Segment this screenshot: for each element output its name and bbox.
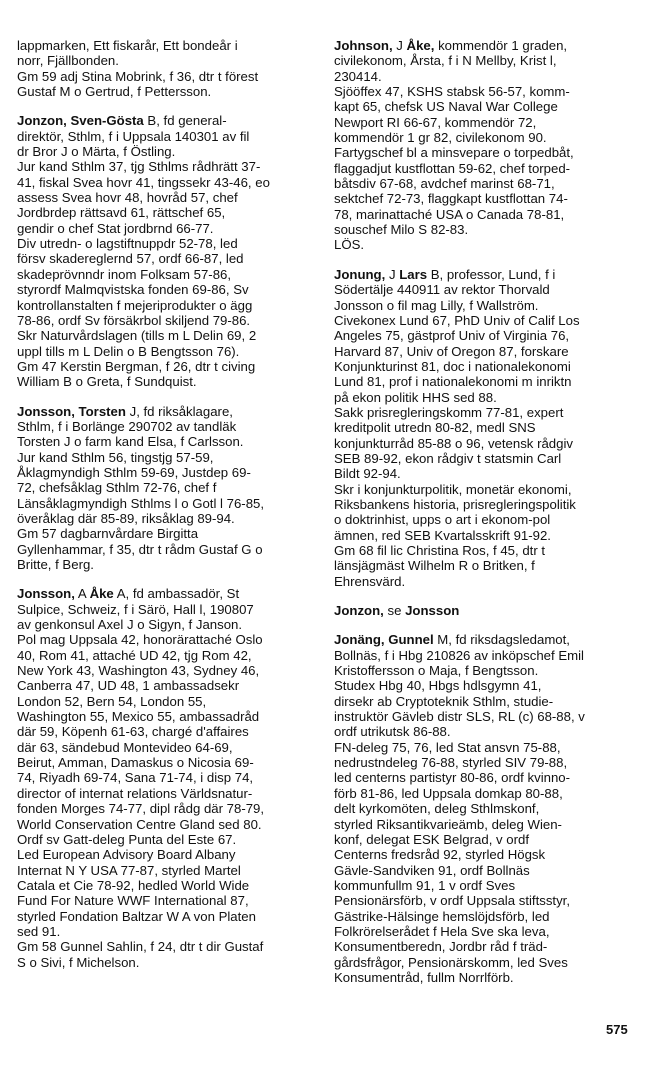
entry-text: J, fd riksåklagare,	[125, 403, 233, 419]
entry-line	[334, 466, 652, 481]
entry-line	[17, 53, 317, 68]
entry-line	[17, 69, 317, 84]
biography-entry	[17, 38, 317, 99]
entry-line	[17, 374, 317, 389]
right-column	[334, 38, 652, 999]
entry-text: styrled Riksantikvarieämb, deleg Wien-	[334, 816, 562, 832]
entry-line	[17, 251, 317, 266]
entry-surname: Jonzon,	[334, 603, 384, 619]
entry-surname: Jonzon, Sven-Gösta	[17, 113, 144, 129]
entry-line	[17, 84, 317, 99]
entry-line	[334, 161, 652, 176]
entry-line	[17, 863, 317, 878]
entry-text: styrordf Malmqvistska fonden 69-86, Sv	[17, 282, 249, 298]
entry-line	[334, 755, 652, 770]
entry-text: ordf utrikutsk 86-88.	[334, 724, 451, 740]
entry-text: led centerns partistyr 80-86, ordf kvinno-	[334, 770, 571, 786]
biography-entry	[17, 404, 317, 573]
entry-surname: Jonsson,	[17, 586, 75, 602]
entry-text: SEB 89-92, ekon rådgiv t statsmin Carl	[334, 450, 562, 466]
entry-text: uppl tills m L Delin o B Bengtsson 76).	[17, 343, 240, 359]
biography-entry	[17, 113, 317, 389]
entry-text: Washington 55, Mexico 55, ambassadråd	[17, 709, 260, 725]
entry-line	[334, 847, 652, 862]
entry-line	[334, 724, 652, 739]
entry-text: Pensionärsförb, v ordf Uppsala stiftsstyr,	[334, 893, 571, 909]
entry-text: Civekonex Lund 67, PhD Univ of Calif Los	[334, 312, 580, 328]
entry-text: A	[74, 586, 90, 602]
entry-text: skadeprövnndr inom Folksam 57-86,	[17, 266, 232, 282]
entry-line	[334, 115, 652, 130]
entry-text: se	[383, 603, 406, 619]
entry-line	[17, 236, 317, 251]
entry-line	[334, 924, 652, 939]
entry-line	[17, 450, 317, 465]
entry-line	[17, 511, 317, 526]
entry-line	[17, 724, 317, 739]
entry-line	[334, 970, 652, 985]
entry-line	[17, 221, 317, 236]
entry-line	[17, 526, 317, 541]
entry-line	[334, 694, 652, 709]
entry-line	[334, 709, 652, 724]
entry-line	[17, 632, 317, 647]
entry-text: assess Svea hovr 48, hovråd 57, chef	[17, 190, 238, 206]
entry-text: dirsekr ab Cryptoteknik Sthlm, studie-	[334, 693, 554, 709]
entry-line	[334, 359, 652, 374]
entry-text: Harvard 87, Univ of Oregon 87, forskare	[334, 343, 569, 359]
entry-line	[17, 909, 317, 924]
entry-line	[17, 113, 317, 128]
entry-line	[17, 496, 317, 511]
entry-line	[17, 648, 317, 663]
entry-text: civilekonom, Årsta, f i N Mellby, Krist l,	[334, 53, 557, 69]
entry-line	[17, 175, 317, 190]
entry-line	[334, 603, 652, 618]
entry-line	[334, 130, 652, 145]
entry-text: Gm 57 dagbarnvårdare Birgitta	[17, 526, 199, 542]
entry-text: London 52, Bern 54, London 55,	[17, 693, 207, 709]
entry-text: Gm 58 Gunnel Sahlin, f 24, dtr t dir Gustaf	[17, 939, 264, 955]
entry-text: sektchef 72-73, flaggkapt kustflottan 74-	[334, 191, 568, 207]
entry-line	[17, 404, 317, 419]
entry-line	[334, 817, 652, 832]
entry-text: konjunkturråd 85-88 o 96, vetensk rådgiv	[334, 435, 573, 451]
entry-line	[17, 419, 317, 434]
entry-line	[17, 313, 317, 328]
entry-text: Jordbrdep rättsavd 61, rättschef 65,	[17, 205, 226, 221]
entry-line	[17, 663, 317, 678]
entry-text: Gävle-Sandviken 91, ordf Bollnäs	[334, 862, 530, 878]
entry-line	[17, 847, 317, 862]
entry-text: där 63, sändebud Montevideo 64-69,	[17, 739, 233, 755]
entry-text: Catala et Cie 78-92, hedled World Wide	[17, 877, 250, 893]
entry-text: Pol mag Uppsala 42, honorärattaché Oslo	[17, 632, 263, 648]
entry-text: Konsumentberedn, Jordbr råd f träd-	[334, 939, 548, 955]
entry-text: J	[392, 38, 407, 53]
entry-text: Jonsson o fil mag Lilly, f Wallström.	[334, 297, 539, 313]
entry-line	[17, 282, 317, 297]
entry-text: fonden Morges 74-77, dipl rådg där 78-79,	[17, 801, 265, 817]
entry-line	[17, 617, 317, 632]
entry-line	[334, 863, 652, 878]
entry-line	[334, 38, 652, 53]
entry-text: där 59, Köpenh 61-63, chargé d'affaires	[17, 724, 249, 740]
biography-entry	[334, 38, 652, 253]
entry-text: av genkonsul Axel J o Sigyn, f Janson.	[17, 617, 243, 633]
entry-text: Led European Advisory Board Albany	[17, 847, 236, 863]
entry-text: Div utredn- o lagstiftnuppdr 52-78, led	[17, 236, 238, 252]
entry-surname: Jonäng, Gunnel	[334, 632, 434, 648]
entry-text: Britte, f Berg.	[17, 557, 94, 572]
entry-line	[17, 359, 317, 374]
entry-surname: Jonung,	[334, 266, 386, 282]
entry-text: gendir o chef Stat jordbrnd 66-77.	[17, 220, 214, 236]
entry-text: souschef Milo S 82-83.	[334, 222, 469, 238]
entry-text: Riksbankens historia, prisregleringspolitik	[334, 496, 576, 512]
entry-line	[17, 557, 317, 572]
entry-line	[334, 222, 652, 237]
entry-text: Newport RI 66-67, kommendör 72,	[334, 114, 537, 130]
entry-line	[17, 678, 317, 693]
entry-text: Gästrike-Hälsinge hemslöjdsförb, led	[334, 908, 550, 924]
biography-entry	[334, 267, 652, 589]
entry-line	[334, 528, 652, 543]
entry-text: Konjunkturinst 81, doc i nationalekonomi	[334, 358, 571, 374]
entry-text: Skr Naturvårdslagen (tills m L Delin 69, 2	[17, 328, 257, 344]
entry-line	[17, 709, 317, 724]
entry-line	[17, 144, 317, 159]
entry-text: 74, Riyadh 69-74, Sana 71-74, i disp 74,	[17, 770, 254, 786]
entry-line	[334, 84, 652, 99]
entry-line	[17, 878, 317, 893]
entry-text: försv skadereglernd 57, ordf 66-87, led	[17, 251, 244, 267]
entry-given-name: Lars	[399, 266, 428, 282]
entry-line	[17, 770, 317, 785]
entry-text: Angeles 75, gästprof Univ of Virginia 76,	[334, 328, 570, 344]
entry-line	[334, 574, 652, 589]
entry-line	[334, 878, 652, 893]
entry-text: Sthlm, f i Borlänge 290702 av tandläk	[17, 418, 237, 434]
entry-line	[334, 420, 652, 435]
entry-text: Bollnäs, f i Hbg 210826 av inköpschef Emil	[334, 647, 584, 663]
entry-line	[17, 602, 317, 617]
entry-text: Internat N Y USA 77-87, styrled Martel	[17, 862, 241, 878]
entry-text: Gustaf M o Gertrud, f Pettersson.	[17, 84, 212, 100]
entry-line	[17, 159, 317, 174]
entry-text: norr, Fjällbonden.	[17, 53, 119, 69]
entry-text: länsjägmäst Wilhelm R o Britken, f	[334, 558, 535, 574]
entry-line	[17, 740, 317, 755]
entry-line	[334, 191, 652, 206]
entry-text: kommendör 1 gr 82, civilekonom 90.	[334, 130, 547, 146]
entry-text: Lund 81, prof i nationalekonomi m inriktn	[334, 374, 572, 390]
entry-text: Konsumentråd, fullm Norrlförb.	[334, 969, 514, 985]
entry-line	[334, 786, 652, 801]
entry-line	[17, 465, 317, 480]
entry-text: S o Sivi, f Michelson.	[17, 954, 140, 970]
entry-line	[334, 909, 652, 924]
entry-line	[334, 328, 652, 343]
entry-text: 78-86, ordf Sv försäkrbol skiljend 79-86.	[17, 312, 251, 328]
entry-text: B, professor, Lund, f i	[427, 266, 556, 282]
entry-text: Centerns fredsråd 92, styrled Högsk	[334, 847, 546, 863]
entry-text: B, fd general-	[143, 113, 227, 129]
entry-text: Gm 47 Kerstin Bergman, f 26, dtr t civing	[17, 358, 256, 374]
entry-line	[334, 99, 652, 114]
entry-line	[334, 632, 652, 647]
entry-text: Gyllenhammar, f 35, dtr t rådm Gustaf G o	[17, 541, 263, 557]
entry-line	[17, 190, 317, 205]
entry-text: 230414.	[334, 68, 382, 84]
biography-entry	[17, 586, 317, 970]
entry-text: Studex Hbg 40, Hbgs hdlsgymn 41,	[334, 678, 542, 694]
entry-line	[17, 129, 317, 144]
entry-given-name: Åke,	[406, 38, 435, 53]
entry-text: Fartygschef bl a minsvepare o torpedbåt,	[334, 145, 574, 161]
entry-line	[334, 207, 652, 222]
entry-line	[17, 205, 317, 220]
entry-line	[17, 38, 317, 53]
entry-text: sed 91.	[17, 923, 61, 939]
entry-line	[17, 955, 317, 970]
entry-line	[17, 344, 317, 359]
entry-text: Jur kand Sthlm 56, tingstjg 57-59,	[17, 449, 214, 465]
entry-line	[334, 374, 652, 389]
page-number: 575	[606, 1022, 628, 1037]
entry-text: instruktör Gävleb distr SLS, RL (c) 68-88, v	[334, 709, 585, 725]
entry-text: delt kyrkomöten, deleg Sthlmskonf,	[334, 801, 540, 817]
entry-line	[334, 267, 652, 282]
entry-text: nedrustndeleg 76-88, styrled SIV 79-88,	[334, 755, 568, 771]
entry-line	[334, 145, 652, 160]
entry-text: J	[385, 266, 400, 282]
entry-line	[17, 801, 317, 816]
entry-line	[17, 298, 317, 313]
entry-text: Fund For Nature WWF International 87,	[17, 893, 249, 909]
entry-text: Ordf sv Gatt-deleg Punta del Este 67.	[17, 831, 237, 847]
entry-line	[17, 586, 317, 601]
entry-text: Canberra 47, UD 48, 1 ambassadsekr	[17, 678, 240, 694]
entry-surname: Jonsson, Torsten	[17, 403, 126, 419]
entry-text: lappmarken, Ett fiskarår, Ett bondeår i	[17, 38, 238, 53]
entry-line	[334, 313, 652, 328]
entry-text: kapt 65, chefsk US Naval War College	[334, 99, 558, 115]
entry-text: Folkrörelserådet f Hela Sve ska leva,	[334, 923, 550, 939]
entry-text: o doktrinhist, upps o art i ekonom-pol	[334, 512, 551, 528]
entry-line	[334, 801, 652, 816]
entry-line	[334, 176, 652, 191]
entry-line	[17, 893, 317, 908]
entry-line	[334, 282, 652, 297]
entry-line	[17, 786, 317, 801]
entry-line	[334, 648, 652, 663]
entry-text: 40, Rom 41, attaché UD 42, tjg Rom 42,	[17, 647, 252, 663]
entry-line	[334, 543, 652, 558]
entry-text: Skr i konjunkturpolitik, monetär ekonomi,	[334, 481, 572, 497]
entry-line	[334, 512, 652, 527]
entry-text: kreditpolit utredn 80-82, medl SNS	[334, 420, 536, 436]
entry-text: kommendör 1 graden,	[434, 38, 568, 53]
entry-text: Ehrensvärd.	[334, 573, 406, 589]
left-column	[17, 38, 317, 984]
entry-surname: Johnson,	[334, 38, 393, 53]
entry-line	[334, 390, 652, 405]
entry-text: Södertälje 440911 av rektor Thorvald	[334, 282, 550, 298]
entry-line	[334, 740, 652, 755]
entry-line	[334, 893, 652, 908]
entry-text: förb 81-86, led Uppsala domkap 80-88,	[334, 785, 563, 801]
entry-text: FN-deleg 75, 76, led Stat ansvn 75-88,	[334, 739, 561, 755]
entry-text: LÖS.	[334, 237, 365, 253]
entry-line	[334, 436, 652, 451]
entry-text: Bildt 92-94.	[334, 466, 401, 482]
entry-text: direktör, Sthlm, f i Uppsala 140301 av fil	[17, 128, 250, 144]
entry-line	[334, 939, 652, 954]
entry-line	[334, 298, 652, 313]
entry-text: World Conservation Centre Gland sed 80.	[17, 816, 262, 832]
entry-text: Gm 59 adj Stina Mobrink, f 36, dtr t förest	[17, 68, 259, 84]
entry-line	[334, 53, 652, 68]
entry-text: styrled Fondation Baltzar W A von Platen	[17, 908, 256, 924]
entry-text: Sjööffex 47, KSHS stabsk 56-57, komm-	[334, 84, 570, 100]
entry-text: dr Bror J o Märta, f Östling.	[17, 144, 176, 160]
entry-line	[334, 955, 652, 970]
entry-line	[334, 451, 652, 466]
entry-line	[17, 542, 317, 557]
entry-text: New York 43, Washington 43, Sydney 46,	[17, 663, 260, 679]
entry-line	[17, 924, 317, 939]
entry-line	[334, 678, 652, 693]
entry-line	[334, 770, 652, 785]
entry-line	[17, 694, 317, 709]
entry-text: Åklagmyndigh Sthlm 59-69, Justdep 69-	[17, 464, 251, 480]
entry-text: A, fd ambassadör, St	[113, 586, 240, 602]
entry-text: kommunfullm 91, 1 v ordf Sves	[334, 877, 516, 893]
entry-line	[334, 405, 652, 420]
entry-text: Torsten J o farm kand Elsa, f Carlsson.	[17, 434, 244, 450]
entry-text: William B o Greta, f Sundquist.	[17, 374, 197, 390]
entry-text: M, fd riksdagsledamot,	[433, 632, 570, 648]
entry-given-name: Åke	[89, 586, 114, 602]
entry-text: Gm 68 fil lic Christina Ros, f 45, dtr t	[334, 543, 546, 558]
entry-text: på ekon politik HHS sed 88.	[334, 389, 497, 405]
entry-line	[17, 755, 317, 770]
entry-line	[334, 482, 652, 497]
entry-line	[334, 344, 652, 359]
entry-line	[17, 832, 317, 847]
biography-entry	[334, 632, 652, 985]
entry-line	[17, 817, 317, 832]
entry-line	[334, 663, 652, 678]
entry-text: båtsdiv 67-68, avdchef marinst 68-71,	[334, 176, 555, 192]
entry-text: konf, delegat ESK Belgrad, v ordf	[334, 831, 529, 847]
biography-entry	[334, 603, 652, 618]
entry-text: Jur kand Sthlm 37, tjg Sthlms rådhrätt 37-	[17, 159, 261, 175]
entry-text: Kristoffersson o Maja, f Bengtsson.	[334, 663, 539, 679]
entry-text: kontrollanstalten f mejeriprodukter o ägg	[17, 297, 253, 313]
entry-text: Länsåklagmyndigh Sthlms l o Gotl l 76-85,	[17, 495, 265, 511]
entry-line	[17, 434, 317, 449]
entry-line	[17, 939, 317, 954]
entry-line	[17, 267, 317, 282]
entry-line	[17, 328, 317, 343]
entry-line	[334, 69, 652, 84]
entry-given-name: Jonsson	[405, 603, 460, 619]
entry-text: flaggadjut kustflottan 59-62, chef torped-	[334, 160, 571, 176]
entry-line	[17, 480, 317, 495]
entry-text: överåklag där 85-89, riksåklag 89-94.	[17, 510, 235, 526]
entry-line	[334, 237, 652, 252]
entry-text: Sakk prisregleringskomm 77-81, expert	[334, 404, 564, 420]
entry-line	[334, 497, 652, 512]
entry-text: Beirut, Amman, Damaskus o Nicosia 69-	[17, 755, 254, 771]
entry-text: gårdsfrågor, Pensionärskomm, led Sves	[334, 954, 568, 970]
entry-text: ämnen, red SEB Kvartalsskrift 91-92.	[334, 527, 551, 543]
entry-line	[334, 832, 652, 847]
entry-text: Sulpice, Schweiz, f i Särö, Hall l, 190807	[17, 601, 254, 617]
entry-text: 78, marinattaché USA o Canada 78-81,	[334, 206, 565, 222]
entry-text: 72, chefsåklag Sthlm 72-76, chef f	[17, 480, 217, 496]
entry-line	[334, 558, 652, 573]
entry-text: director of internat relations Världsnatur-	[17, 785, 253, 801]
entry-text: 41, fiskal Svea hovr 41, tingssekr 43-46, eo	[17, 174, 270, 190]
